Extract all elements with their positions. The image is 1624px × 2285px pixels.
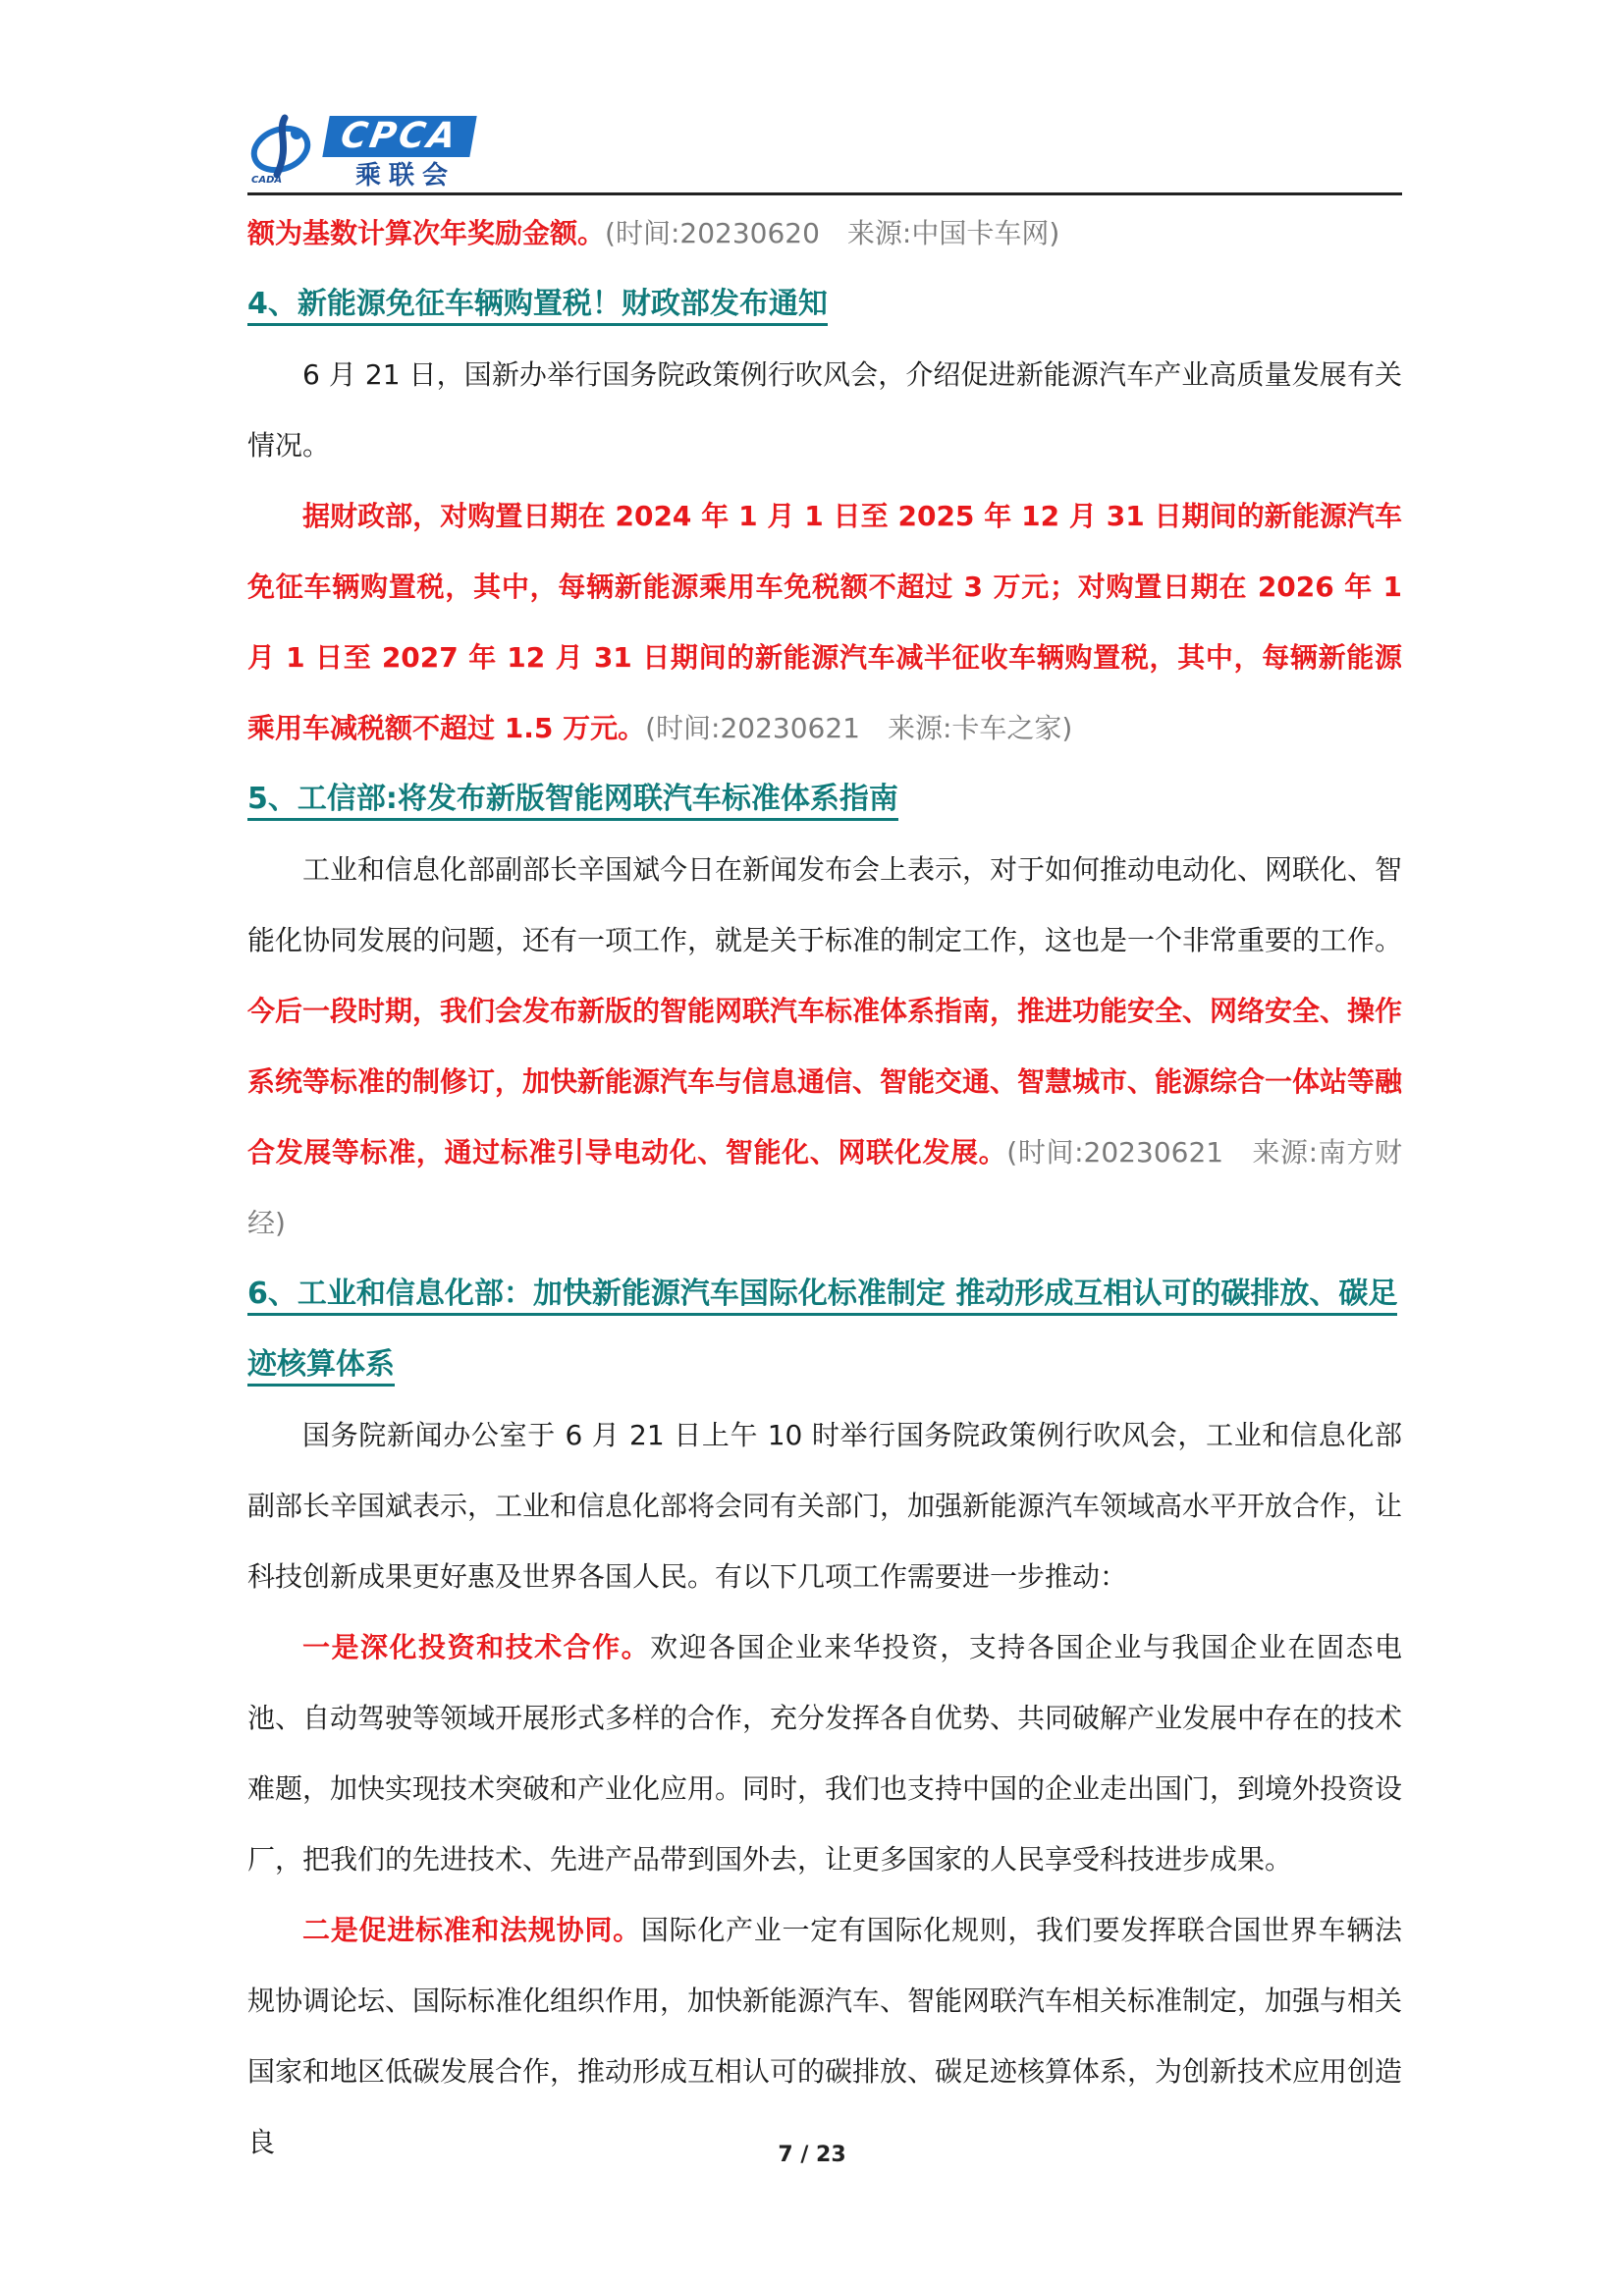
section-6-point-1-label: 一是深化投资和技术合作。 [302, 1631, 651, 1663]
logo-chinese: 乘联会 [355, 161, 457, 190]
section-5-title: 5、工信部:将发布新版智能网联汽车标准体系指南 [247, 764, 1402, 835]
section-5-paragraph-1 [247, 835, 1402, 1259]
intro-paragraph [247, 198, 1402, 269]
section-5-text: 工业和信息化部副部长辛国斌今日在新闻发布会上表示，对于如何推动电动化、网联化、智能化协同发展的问题，还有一项工作，就是关于标准的制定工作，这也是一个非常重要的工作。 [247, 853, 1403, 956]
section-6-point-2-text: 国际化产业一定有国际化规则，我们要发挥联合国世界车辆法规协调论坛、国际标准化组织作用，加快新能源汽车、智能网联汽车相关标准制定，加强与相关国家和地区低碳发展合作，推动形成互相认可的碳排放、碳足迹核算体系，为创新技术应用创造良 [247, 1914, 1403, 2158]
cada-globe-icon [247, 112, 324, 185]
section-6-paragraph-2 [247, 1612, 1402, 1895]
intro-red-text: 额为基数计算次年奖励金额。 [247, 217, 606, 249]
section-4-paragraph-2 [247, 481, 1402, 764]
section-5-red-text: 今后一段时期，我们会发布新版的智能网联汽车标准体系指南，推进功能安全、网络安全、操作系统等标准的制修订，加快新能源汽车与信息通信、智能交通、智慧城市、能源综合一体站等融合发展等标准，通过标准引导电动化、智能化、网联化发展。 [247, 995, 1403, 1169]
header-divider [247, 192, 1402, 195]
section-4-title: 4、新能源免征车辆购置税！财政部发布通知 [247, 269, 1402, 340]
section-6-paragraph-1: 国务院新闻办公室于 6 月 21 日上午 10 时举行国务院政策例行吹风会，工业和信息化部副部长辛国斌表示，工业和信息化部将会同有关部门，加强新能源汽车领域高水平开放合作，让科技创新成果更好惠及世界各国人民。有以下几项工作需要进一步推动： [247, 1419, 1403, 1593]
section-4-paragraph-1: 6 月 21 日，国新办举行国务院政策例行吹风会，介绍促进新能源汽车产业高质量发展有关情况。 [247, 358, 1402, 462]
section-6-title: 6、工业和信息化部：加快新能源汽车国际化标准制定 推动形成互相认可的碳排放、碳足迹核算体系 [247, 1259, 1402, 1400]
section-6-point-2-label: 二是促进标准和法规协同。 [302, 1914, 641, 1946]
page-number: 7 / 23 [778, 2143, 846, 2167]
document-body [247, 198, 1402, 2178]
section-6-paragraph-3 [247, 1895, 1402, 2178]
section-6-point-1-text: 欢迎各国企业来华投资，支持各国企业与我国企业在固态电池、自动驾驶等领域开展形式多样的合作，充分发挥各自优势、共同破解产业发展中存在的技术难题，加快实现技术突破和产业化应用。同时，我们也支持中国的企业走出国门，到境外投资设厂，把我们的先进技术、先进产品带到国外去，让更多国家的人民享受科技进步成果。 [247, 1631, 1403, 1876]
section-5-meta: (时间:20230621 来源:南方财经) [247, 1136, 1402, 1239]
page-header [247, 110, 1406, 194]
intro-meta: (时间:20230620 来源:中国卡车网) [605, 217, 1060, 249]
logo-subtitle: CADA [251, 175, 283, 186]
logo-cpca: CPCA [322, 116, 476, 157]
section-4-meta: (时间:20230621 来源:卡车之家) [645, 712, 1073, 744]
section-4-red-text: 据财政部，对购置日期在 2024 年 1 月 1 日至 2025 年 12 月 31 日期间的新能源汽车免征车辆购置税，其中，每辆新能源乘用车免税额不超过 3 万元；对购置日期在 2026 年 1 月 1 日至 2027 年 12 月 31 日期间的新能源汽车减半征收车辆购置税，其中，每辆新能源乘用车减税额不超过 1.5 万元。 [247, 500, 1402, 744]
